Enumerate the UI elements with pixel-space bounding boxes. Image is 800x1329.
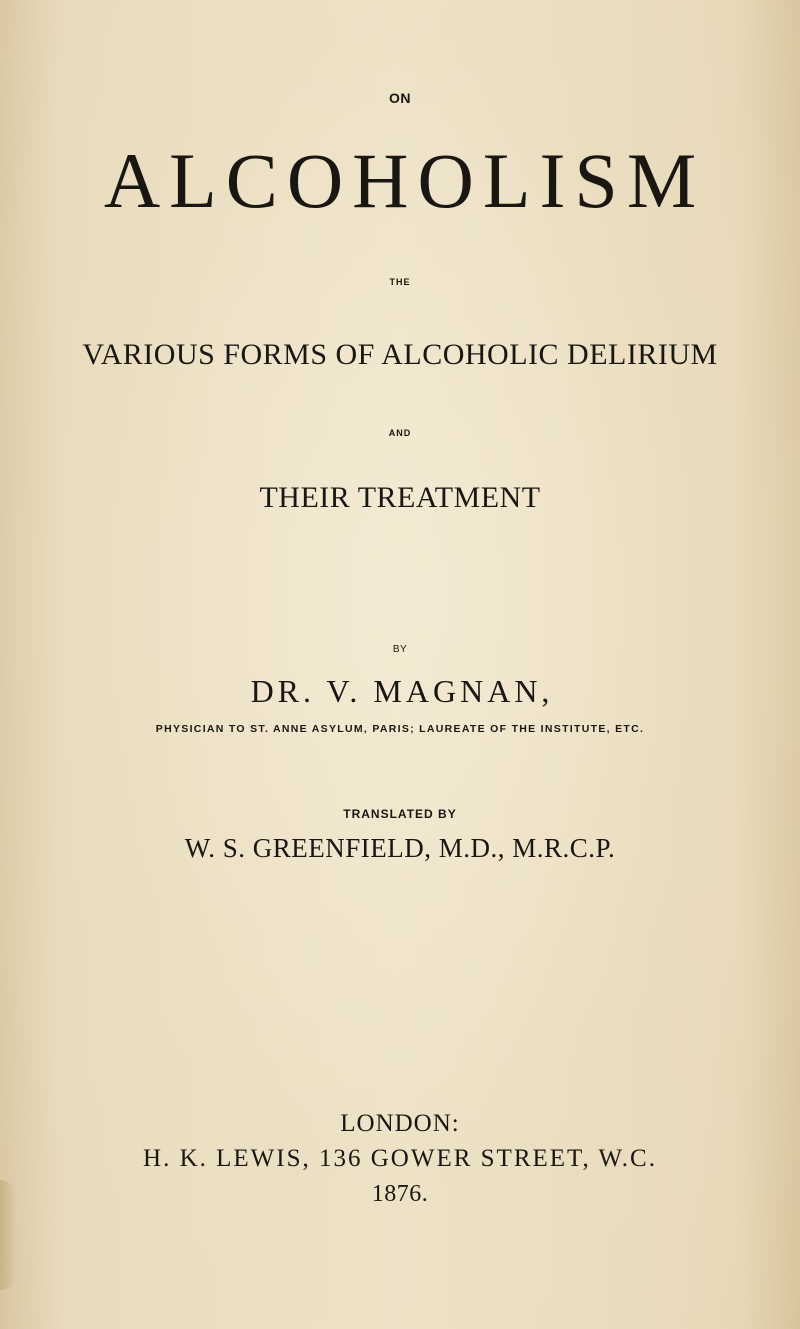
by-label: BY (392, 644, 408, 655)
connector-the: THE (389, 277, 411, 287)
imprint-year: 1876. (371, 1181, 429, 1207)
title-prefix: ON (389, 90, 411, 106)
connector-and: AND (388, 428, 412, 438)
translated-by-label: TRANSLATED BY (343, 807, 457, 821)
subtitle-line-1: VARIOUS FORMS OF ALCOHOLIC DELIRIUM (82, 338, 718, 371)
author-name: DR. V. MAGNAN, (250, 673, 554, 709)
book-title: ALCOHOLISM (103, 137, 706, 224)
imprint-publisher: H. K. LEWIS, 136 GOWER STREET, W.C. (143, 1145, 657, 1172)
author-affiliation: PHYSICIAN TO ST. ANNE ASYLUM, PARIS; LAUREATE OF THE INSTITUTE, ETC. (155, 723, 645, 735)
subtitle-line-2: THEIR TREATMENT (259, 481, 541, 514)
imprint-city: LONDON: (340, 1110, 460, 1137)
translator-name: W. S. GREENFIELD, M.D., M.R.C.P. (184, 833, 616, 863)
